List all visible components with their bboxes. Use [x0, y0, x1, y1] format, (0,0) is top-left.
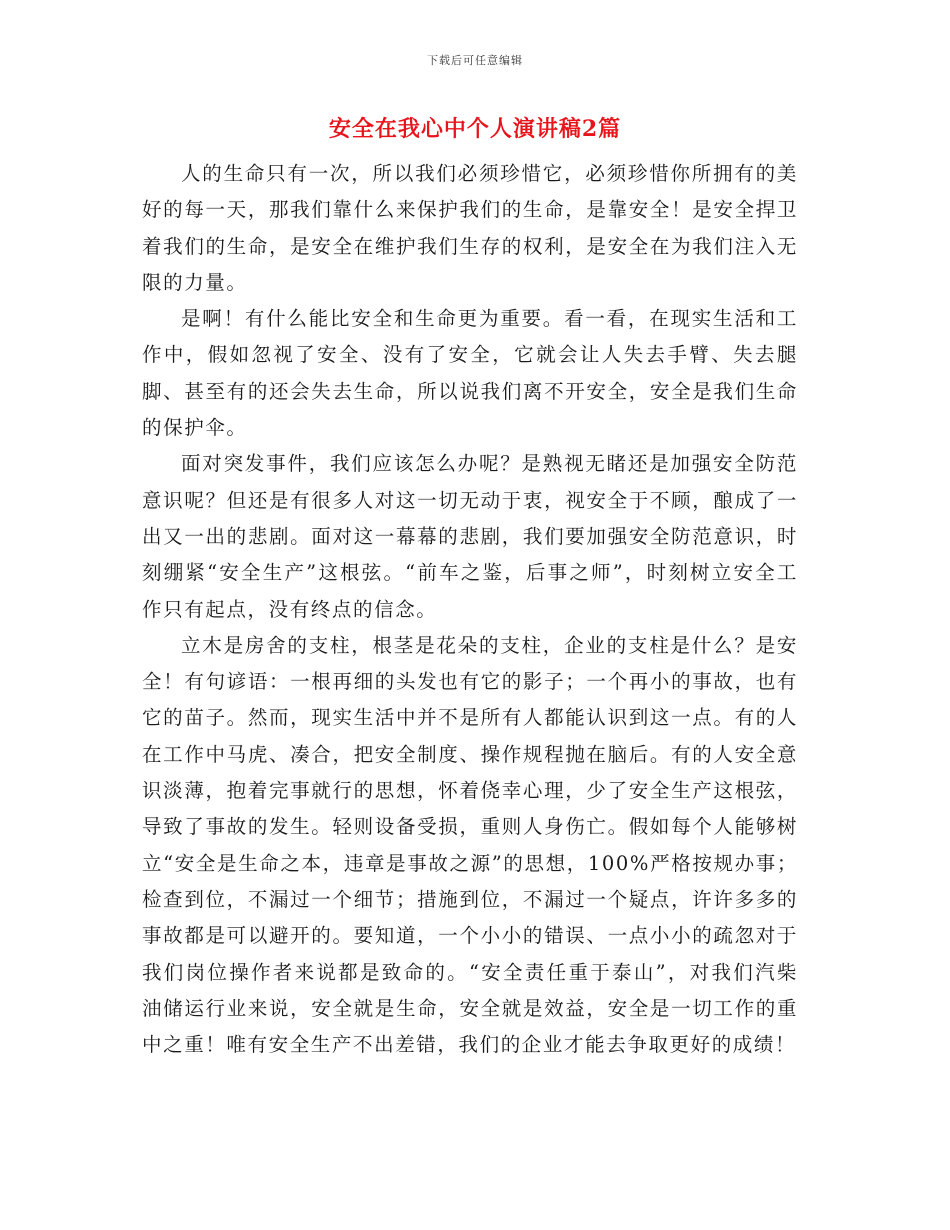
- document-title: 安全在我心中个人演讲稿2篇: [328, 116, 622, 142]
- paragraph-1: 人的生命只有一次，所以我们必须珍惜它，必须珍惜你所拥有的美好的每一天，那我们靠什么来保护我们的生命，是靠安全！是安全捍卫着我们的生命，是安全在维护我们生存的权利，是安全在为我们注入无限的力量。: [142, 162, 798, 294]
- page-header: 下载后可任意编辑: [427, 54, 523, 67]
- paragraph-3: 面对突发事件，我们应该怎么办呢？是熟视无睹还是加强安全防范意识呢？但还是有很多人对这一切无动于衷，视安全于不顾，酿成了一出又一出的悲剧。面对这一幕幕的悲剧，我们要加强安全防范意识，时刻绷紧“安全生产”这根弦。“前车之鉴，后事之师”，时刻树立安全工作只有起点，没有终点的信念。: [142, 452, 798, 621]
- document-body: [142, 156, 798, 1063]
- paragraph-2: 是啊！有什么能比安全和生命更为重要。看一看，在现实生活和工作中，假如忽视了安全、没有了安全，它就会让人失去手臂、失去腿脚、甚至有的还会失去生命，所以说我们离不开安全，安全是我们生命的保护伞。: [142, 307, 798, 440]
- paragraph-4: 立木是房舍的支柱，根茎是花朵的支柱，企业的支柱是什么？是安全！有句谚语：一根再细的头发也有它的影子；一个再小的事故，也有它的苗子。然而，现实生活中并不是所有人都能认识到这一点。有的人在工作中马虎、凑合，把安全制度、操作规程抛在脑后。有的人安全意识淡薄，抱着完事就行的思想，怀着侥幸心理，少了安全生产这根弦，导致了事故的发生。轻则设备受损，重则人身伤亡。假如每个人能够树立“安全是生命之本，违章是事故之源”的思想，100%严格按规办事；检查到位，不漏过一个细节；措施到位，不漏过一个疑点，许许多多的事故都是可以避开的。要知道，一个小小的错误、一点小小的疏忽对于我们岗位操作者来说都是致命的。“安全责任重于泰山”，对我们汽柴油储运行业来说，安全就是生命，安全就是效益，安全是一切工作的重中之重！唯有安全生产不出差错，我们的企业才能去争取更好的成绩！: [142, 633, 798, 1057]
